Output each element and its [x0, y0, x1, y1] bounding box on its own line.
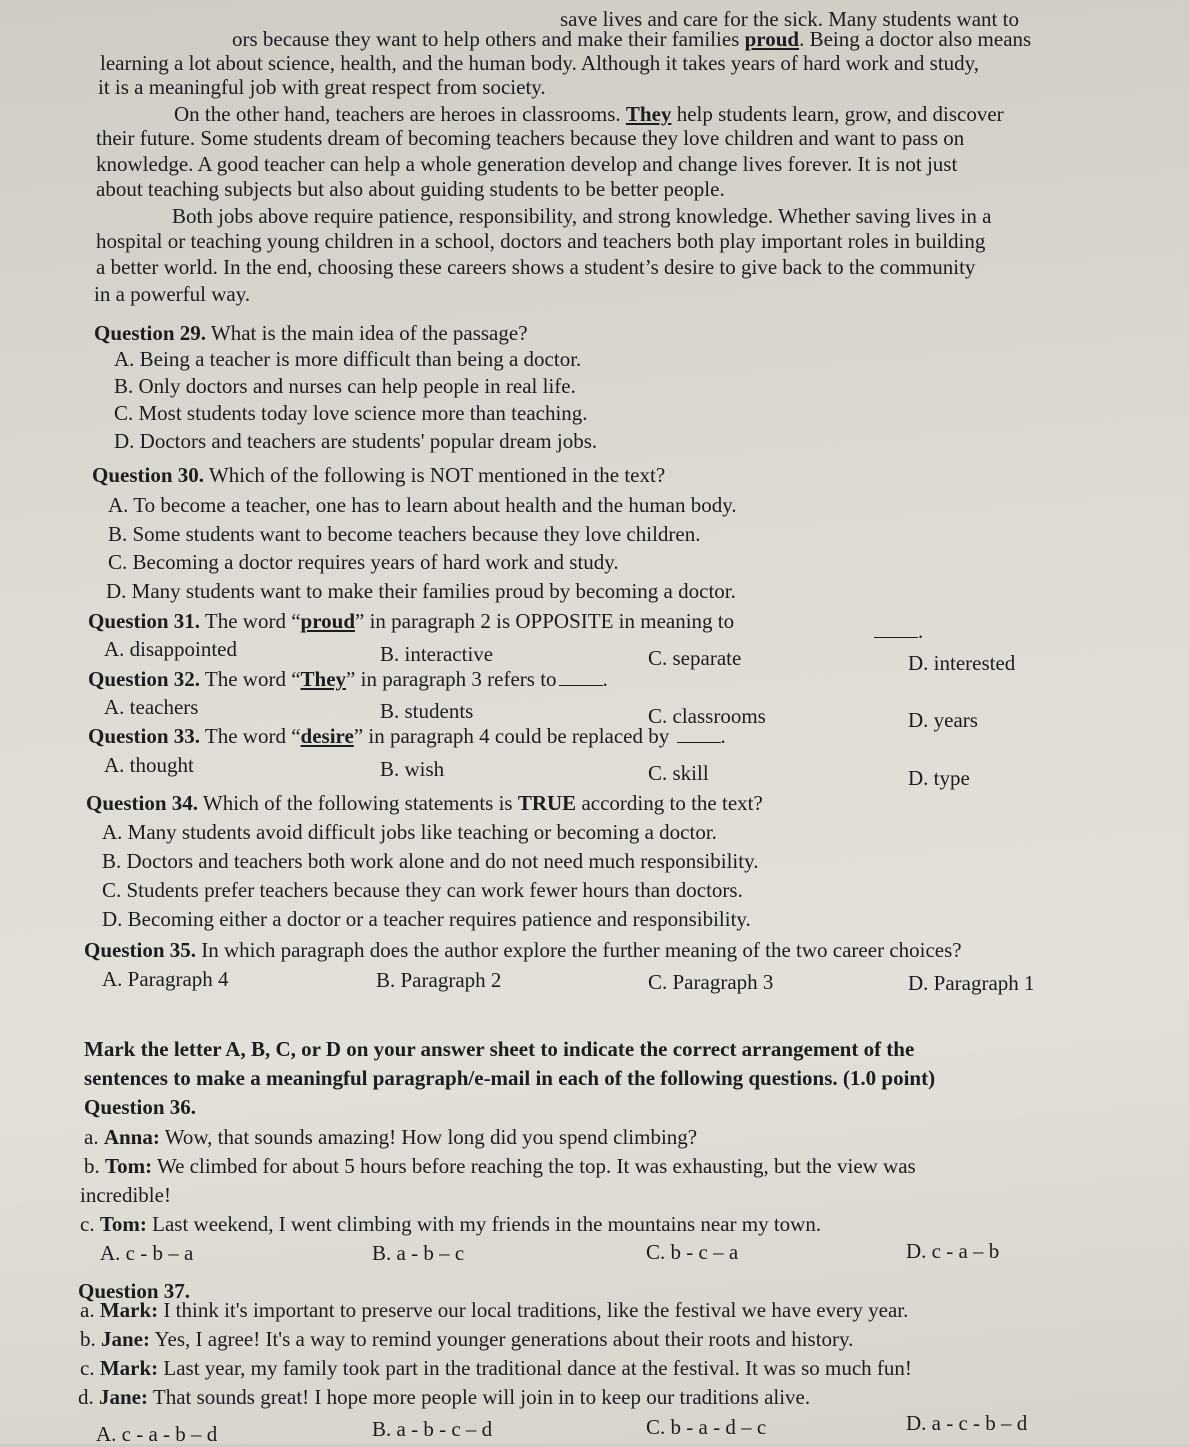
passage-line: hospital or teaching young children in a school, doctors and teachers both play important roles in building — [96, 229, 986, 253]
passage-line: Both jobs above require patience, responsibility, and strong knowledge. Whether saving lives in a — [172, 204, 992, 228]
option-32a[interactable]: A. teachers — [104, 695, 199, 719]
option-31a[interactable]: A. disappointed — [104, 637, 237, 661]
question-33: Question 33. The word “desire” in paragraph 4 could be replaced by . — [88, 724, 726, 748]
question-31: Question 31. The word “proud” in paragraph 2 is OPPOSITE in meaning to — [88, 609, 735, 633]
answer-blank: . — [872, 618, 923, 644]
option-32c[interactable]: C. classrooms — [648, 704, 766, 728]
dialogue-line: a. Anna: Wow, that sounds amazing! How long did you spend climbing? — [84, 1125, 698, 1149]
question-36-label: Question 36. — [84, 1095, 197, 1119]
dialogue-line: c. Tom: Last weekend, I went climbing with my friends in the mountains near my town. — [80, 1212, 822, 1236]
dialogue-line: incredible! — [80, 1183, 171, 1207]
option-29b[interactable]: B. Only doctors and nurses can help people in real life. — [114, 374, 576, 398]
option-32b[interactable]: B. students — [380, 699, 474, 723]
option-30b[interactable]: B. Some students want to become teachers because they love children. — [108, 522, 701, 546]
option-37b[interactable]: B. a - b - c – d — [372, 1417, 493, 1441]
section-instruction: Mark the letter A, B, C, or D on your answer sheet to indicate the correct arrangement of the — [84, 1037, 915, 1061]
word-they: They — [625, 102, 672, 126]
option-31b[interactable]: B. interactive — [380, 642, 494, 666]
option-31d[interactable]: D. interested — [908, 651, 1016, 675]
question-32: Question 32. The word “They” in paragraph 3 refers to . — [88, 667, 608, 691]
option-35c[interactable]: C. Paragraph 3 — [648, 970, 774, 994]
option-34b[interactable]: B. Doctors and teachers both work alone and do not need much responsibility. — [102, 849, 759, 873]
option-35b[interactable]: B. Paragraph 2 — [376, 968, 502, 992]
option-37a[interactable]: A. c - a - b – d — [96, 1422, 218, 1446]
passage-line: save lives and care for the sick. Many students want to — [560, 7, 1019, 31]
passage-line: a better world. In the end, choosing these careers shows a student’s desire to give back to the community — [96, 255, 976, 279]
option-37c[interactable]: C. b - a - d – c — [646, 1415, 767, 1439]
option-34d[interactable]: D. Becoming either a doctor or a teacher requires patience and responsibility. — [102, 907, 751, 931]
question-30: Question 30. Which of the following is NOT mentioned in the text? — [92, 463, 666, 487]
question-34: Question 34. Which of the following statements is TRUE according to the text? — [86, 791, 763, 815]
option-35d[interactable]: D. Paragraph 1 — [908, 971, 1035, 995]
option-33a[interactable]: A. thought — [104, 753, 194, 777]
passage-line: their future. Some students dream of becoming teachers because they love children and want to pass on — [96, 126, 965, 150]
option-30d[interactable]: D. Many students want to make their families proud by becoming a doctor. — [106, 579, 736, 603]
option-29a[interactable]: A. Being a teacher is more difficult than being a doctor. — [114, 347, 582, 371]
option-33d[interactable]: D. type — [908, 766, 970, 790]
option-36c[interactable]: C. b - c – a — [646, 1240, 739, 1264]
dialogue-line: a. Mark: I think it's important to preserve our local traditions, like the festival we have every year. — [80, 1298, 909, 1322]
option-30a[interactable]: A. To become a teacher, one has to learn about health and the human body. — [108, 493, 737, 517]
option-36a[interactable]: A. c - b – a — [100, 1241, 194, 1265]
word-proud: proud — [744, 27, 800, 51]
passage-line: knowledge. A good teacher can help a whole generation develop and change lives forever. It is not just — [96, 152, 958, 176]
option-36d[interactable]: D. c - a – b — [906, 1239, 1000, 1263]
passage-line: about teaching subjects but also about guiding students to be better people. — [96, 177, 725, 201]
option-29c[interactable]: C. Most students today love science more than teaching. — [114, 401, 588, 425]
passage-line: ors because they want to help others and make their families proud. Being a doctor also means — [232, 27, 1032, 51]
option-30c[interactable]: C. Becoming a doctor requires years of hard work and study. — [108, 550, 619, 574]
option-36b[interactable]: B. a - b – c — [372, 1241, 465, 1265]
option-31c[interactable]: C. separate — [648, 646, 742, 670]
option-33b[interactable]: B. wish — [380, 757, 445, 781]
dialogue-line: b. Tom: We climbed for about 5 hours before reaching the top. It was exhausting, but the view was — [84, 1154, 916, 1178]
question-37-label: Question 37. — [78, 1279, 191, 1303]
option-29d[interactable]: D. Doctors and teachers are students' popular dream jobs. — [114, 429, 598, 453]
passage-line: learning a lot about science, health, and the human body. Although it takes years of hard work and study, — [100, 51, 980, 75]
option-37d[interactable]: D. a - c - b – d — [906, 1411, 1028, 1435]
passage-line: it is a meaningful job with great respect from society. — [98, 75, 546, 99]
passage-line: in a powerful way. — [94, 282, 251, 306]
passage-line: On the other hand, teachers are heroes in classrooms. They help students learn, grow, and discover — [174, 102, 1004, 126]
option-35a[interactable]: A. Paragraph 4 — [102, 967, 229, 991]
question-35: Question 35. In which paragraph does the author explore the further meaning of the two career choices? — [84, 938, 962, 962]
dialogue-line: b. Jane: Yes, I agree! It's a way to remind younger generations about their roots and history. — [80, 1327, 854, 1351]
dialogue-line: c. Mark: Last year, my family took part in the traditional dance at the festival. It was so much fun! — [80, 1356, 912, 1380]
dialogue-line: d. Jane: That sounds great! I hope more people will join in to keep our traditions alive. — [78, 1385, 811, 1409]
option-32d[interactable]: D. years — [908, 708, 978, 732]
option-33c[interactable]: C. skill — [648, 761, 709, 785]
question-29: Question 29. What is the main idea of the passage? — [94, 321, 528, 345]
option-34a[interactable]: A. Many students avoid difficult jobs like teaching or becoming a doctor. — [102, 820, 717, 844]
section-instruction: sentences to make a meaningful paragraph/e-mail in each of the following questions. (1.0 point) — [84, 1066, 936, 1090]
option-34c[interactable]: C. Students prefer teachers because they can work fewer hours than doctors. — [102, 878, 743, 902]
